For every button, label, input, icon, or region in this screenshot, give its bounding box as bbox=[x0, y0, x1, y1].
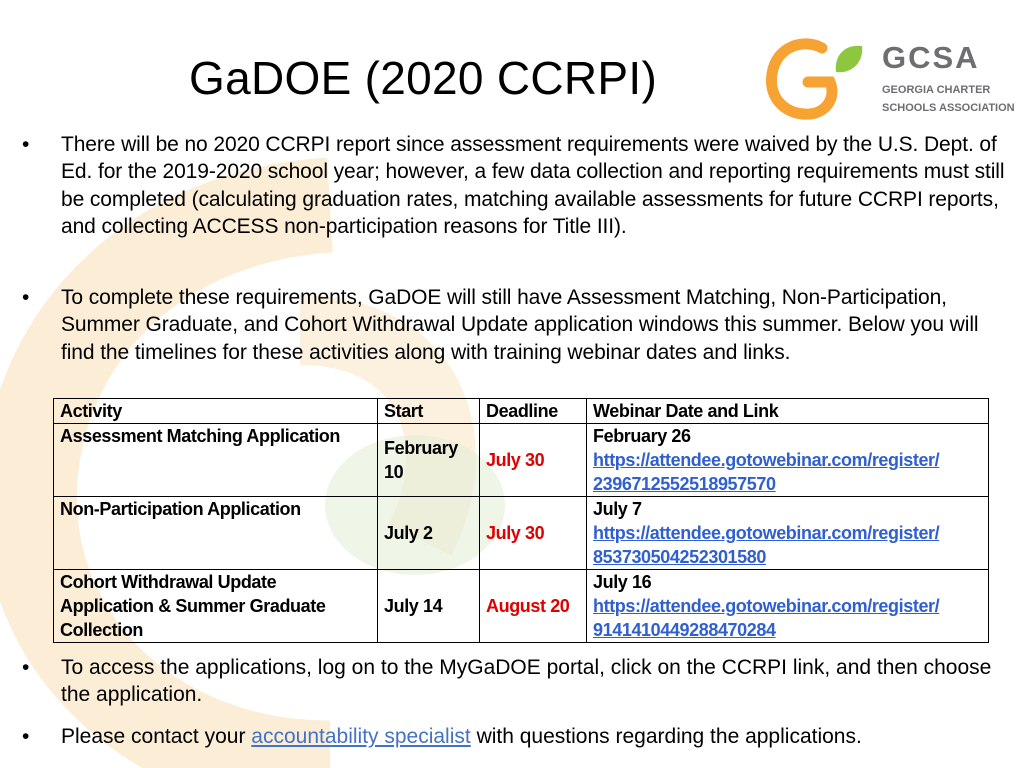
webinar-date: July 7 bbox=[593, 499, 642, 519]
webinar-cell bbox=[587, 570, 989, 643]
activity-cell: Cohort Withdrawal Update Application & Summer Graduate Collection bbox=[54, 570, 378, 643]
bullet-text: There will be no 2020 CCRPI report since assessment requirements were waived by the U.S. Dept. of Ed. for the 2019-2020 school year; however, a few data collection and reporting requirements must still be completed (calculating graduation rates, matching available assessments for future CCRPI reports, and collecting ACCESS non-participation reasons for Title III). bbox=[61, 133, 1005, 238]
webinar-link[interactable]: https://attendee.gotowebinar.com/register/ bbox=[593, 523, 940, 543]
contact-text-after: with questions regarding the applications. bbox=[476, 725, 862, 748]
table-row bbox=[54, 570, 989, 643]
logo-line-2: SCHOOLS ASSOCIATION bbox=[882, 102, 1015, 114]
logo-line-1: GEORGIA CHARTER bbox=[882, 84, 991, 96]
activity-cell: Non-Participation Application bbox=[54, 497, 378, 570]
contact-text-before: Please contact your bbox=[61, 725, 246, 748]
bullet-icon: • bbox=[22, 656, 30, 679]
logo-g-mark-icon bbox=[771, 44, 831, 114]
bullet-text: To complete these requirements, GaDOE will still have Assessment Matching, Non-Participation, Summer Graduate, and Cohort Withdrawal Update application windows this summer. Below you will find the timelines for these activities along with training webinar dates and links. bbox=[61, 286, 979, 364]
bullet-icon: • bbox=[22, 725, 30, 748]
webinar-link-id[interactable]: 2396712552518957570 bbox=[593, 474, 776, 494]
deadline-cell: July 30 bbox=[480, 497, 587, 570]
start-cell: February 10 bbox=[378, 424, 480, 497]
webinar-cell bbox=[587, 497, 989, 570]
deadline-cell: July 30 bbox=[480, 424, 587, 497]
webinar-link[interactable]: https://attendee.gotowebinar.com/register/ bbox=[593, 450, 940, 470]
bullet-icon: • bbox=[22, 286, 30, 309]
webinar-cell bbox=[587, 424, 989, 497]
webinar-date: February 26 bbox=[593, 426, 691, 446]
gcsa-logo bbox=[764, 36, 1020, 120]
webinar-link-id[interactable]: 9141410449288470284 bbox=[593, 620, 776, 640]
logo-leaf-icon bbox=[836, 46, 862, 72]
start-cell: July 14 bbox=[378, 570, 480, 643]
header-deadline: Deadline bbox=[480, 399, 587, 424]
table-row bbox=[54, 497, 989, 570]
timeline-table bbox=[53, 398, 989, 643]
start-cell: July 2 bbox=[378, 497, 480, 570]
header-activity: Activity bbox=[54, 399, 378, 424]
page-title: GaDOE (2020 CCRPI) bbox=[189, 52, 658, 104]
bullet-text bbox=[61, 723, 1011, 750]
accountability-specialist-link[interactable]: accountability specialist bbox=[251, 725, 471, 748]
activity-cell: Assessment Matching Application bbox=[54, 424, 378, 497]
bullet-icon: • bbox=[22, 133, 30, 156]
webinar-link[interactable]: https://attendee.gotowebinar.com/register/ bbox=[593, 596, 940, 616]
webinar-link-id[interactable]: 853730504252301580 bbox=[593, 547, 766, 567]
webinar-date: July 16 bbox=[593, 572, 652, 592]
table-header-row bbox=[54, 399, 989, 424]
header-start: Start bbox=[378, 399, 480, 424]
deadline-cell: August 20 bbox=[480, 570, 587, 643]
table-row bbox=[54, 424, 989, 497]
logo-initials: GCSA bbox=[882, 40, 980, 75]
bullet-text: To access the applications, log on to the MyGaDOE portal, click on the CCRPI link, and then choose the application. bbox=[61, 656, 992, 707]
header-webinar: Webinar Date and Link bbox=[587, 399, 989, 424]
